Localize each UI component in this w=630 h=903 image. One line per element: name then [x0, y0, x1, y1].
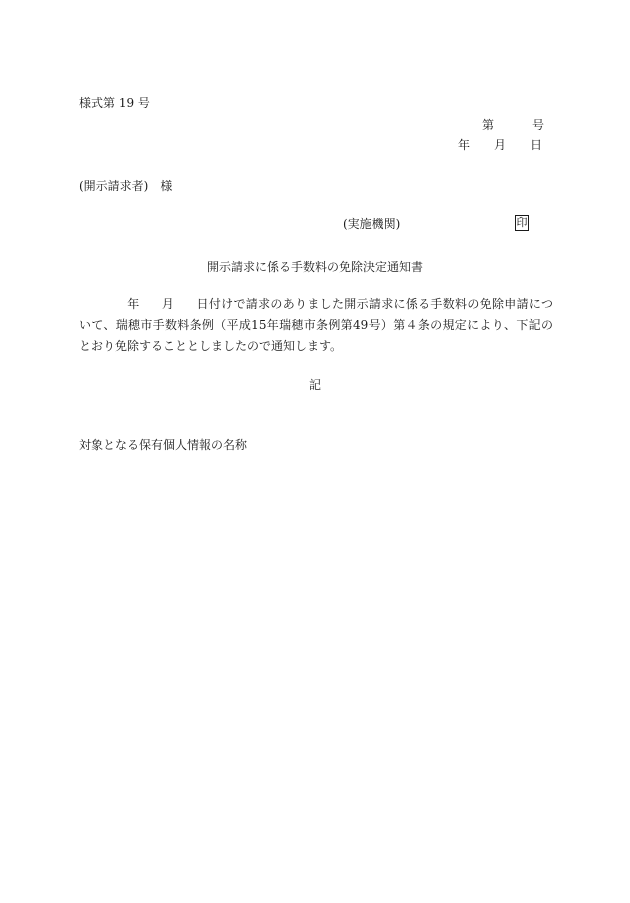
date-month: 月 — [493, 138, 506, 152]
requester-label: (開示請求者) — [79, 179, 149, 193]
notice-number-prefix: 第 — [482, 118, 495, 132]
ki-heading: 記 — [308, 378, 321, 392]
body-month: 月 — [161, 297, 175, 311]
addressee — [79, 178, 172, 194]
issue-date — [458, 137, 542, 153]
body-text: 日付けで請求のありました開示請求に係る手数料の免除申請について、瑞穂市手数料条例（平成15年瑞穂市条例第49号）第４条の規定により、下記のとおり免除することとしましたので通知します。 — [79, 297, 553, 353]
honorific: 様 — [160, 179, 173, 193]
target-info-label: 対象となる保有個人情報の名称 — [79, 438, 248, 452]
body-paragraph — [79, 294, 553, 357]
notice-number-suffix: 号 — [531, 118, 544, 132]
document-title: 開示請求に係る手数料の免除決定通知書 — [206, 260, 423, 274]
date-day: 日 — [529, 138, 542, 152]
body-year: 年 — [127, 297, 140, 311]
form-number: 様式第 19 号 — [79, 96, 150, 110]
seal-box: 印 — [516, 216, 528, 229]
date-year: 年 — [458, 138, 471, 152]
notice-number — [482, 117, 544, 133]
agency-label: (実施機関) — [343, 217, 401, 231]
